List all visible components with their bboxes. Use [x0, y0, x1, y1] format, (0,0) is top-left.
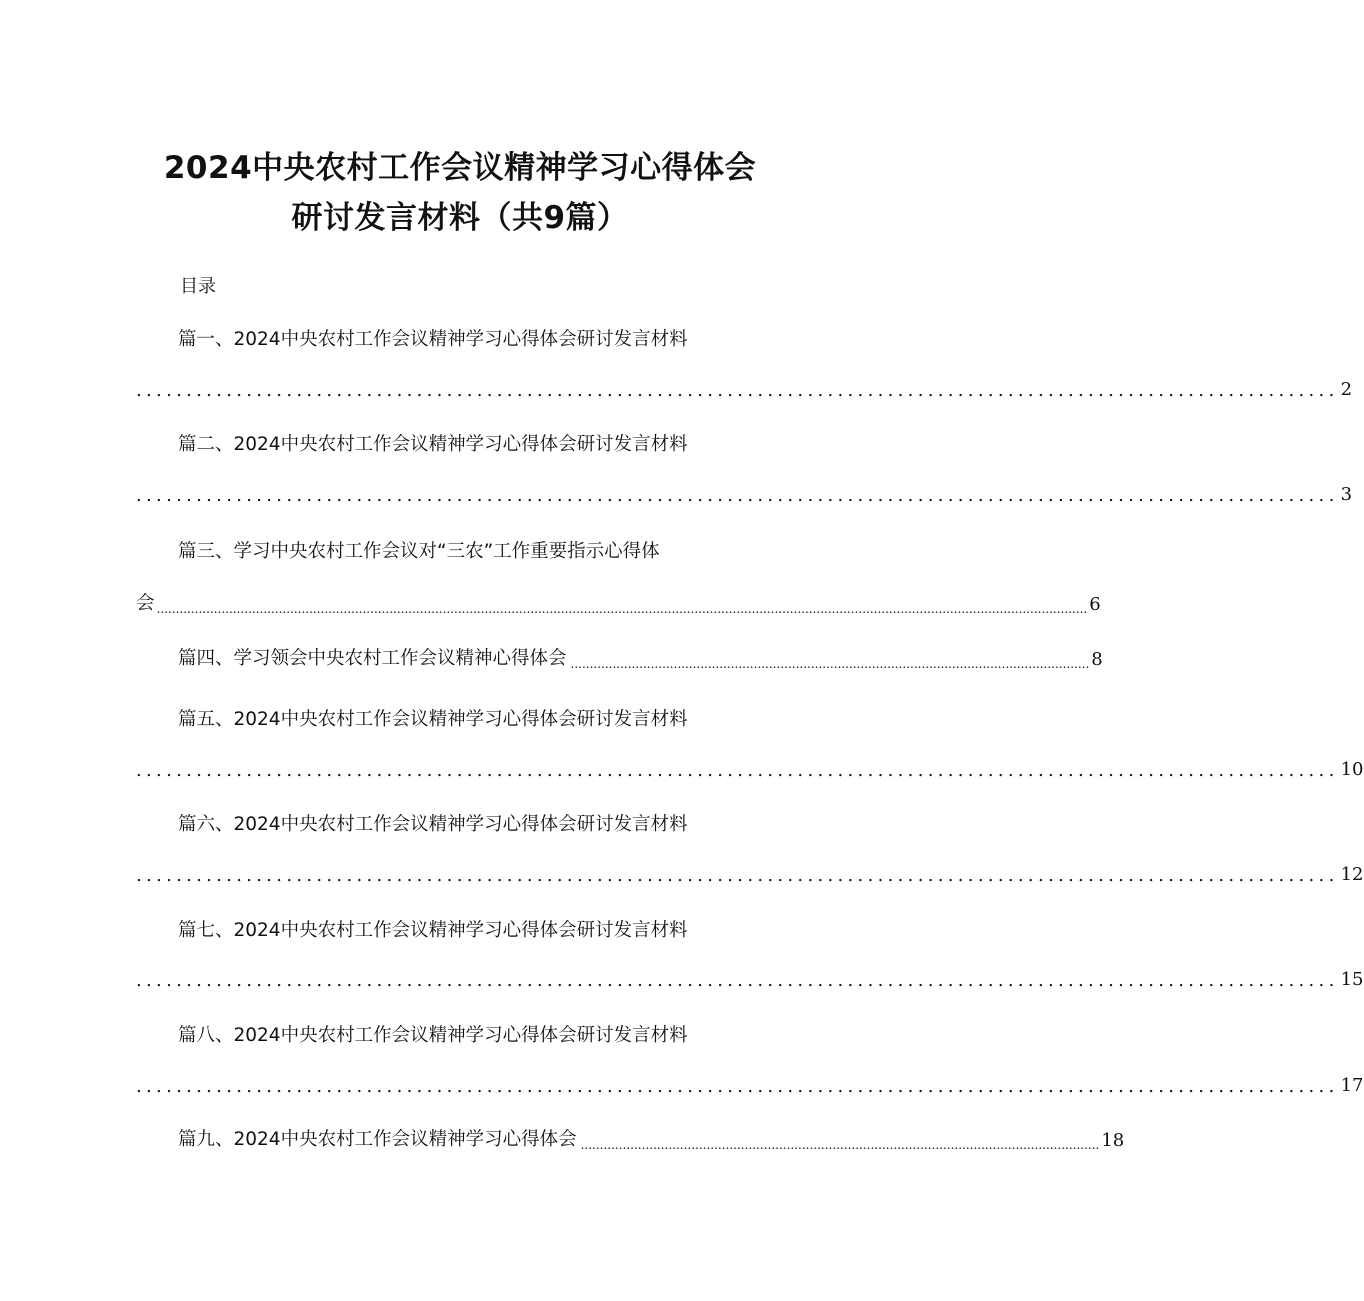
- toc-entry-7-title[interactable]: 篇七、2024中央农村工作会议精神学习心得体会研讨发言材料: [178, 920, 688, 941]
- dot-leader: ........................................................................................................................: [136, 970, 1339, 991]
- toc-entry-5-title[interactable]: 篇五、2024中央农村工作会议精神学习心得体会研讨发言材料: [178, 709, 688, 730]
- toc-entry-6-leader[interactable]: [136, 859, 1364, 886]
- toc-entry-7-leader[interactable]: [136, 964, 1364, 991]
- toc-entry-1-title[interactable]: 篇一、2024中央农村工作会议精神学习心得体会研讨发言材料: [178, 329, 688, 350]
- toc-entry-3-continuation: 会: [136, 593, 155, 614]
- toc-entry-6-title[interactable]: 篇六、2024中央农村工作会议精神学习心得体会研讨发言材料: [178, 814, 688, 835]
- toc-entry-4-page: 8: [1091, 649, 1103, 670]
- dot-leader: ........................................................................................................................: [136, 865, 1339, 886]
- toc-entry-8-leader[interactable]: [136, 1070, 1364, 1097]
- toc-entry-5-page: 10: [1340, 759, 1364, 780]
- toc-entry-5-leader[interactable]: [136, 754, 1364, 781]
- toc-entry-1-leader[interactable]: [136, 374, 1353, 401]
- dot-leader: ........................................................................................................................................: [570, 657, 1090, 671]
- toc-entry-2-page: 3: [1340, 484, 1353, 505]
- dot-leader: ........................................................................................................................: [136, 760, 1339, 781]
- dot-leader: ........................................................................................................................: [136, 485, 1339, 506]
- toc-entry-6-page: 12: [1340, 864, 1364, 885]
- toc-entry-3-title[interactable]: 篇三、学习中央农村工作会议对“三农”工作重要指示心得体: [178, 541, 660, 562]
- toc-entry-4[interactable]: [178, 644, 1103, 671]
- document-title-line2: 研讨发言材料（共9篇）: [291, 200, 629, 236]
- toc-entry-7-page: 15: [1340, 969, 1364, 990]
- toc-entry-2-leader[interactable]: [136, 479, 1353, 506]
- dot-leader: ........................................................................................................................................: [580, 1138, 1100, 1152]
- toc-entry-1-page: 2: [1340, 379, 1353, 400]
- toc-entry-3-leader[interactable]: [136, 589, 1101, 616]
- toc-entry-8-title[interactable]: 篇八、2024中央农村工作会议精神学习心得体会研讨发言材料: [178, 1025, 688, 1046]
- toc-label: 目录: [180, 276, 216, 297]
- toc-entry-9[interactable]: [178, 1125, 1125, 1152]
- toc-entry-9-title: 篇九、2024中央农村工作会议精神学习心得体会: [178, 1129, 577, 1150]
- toc-entry-9-page: 18: [1101, 1130, 1125, 1151]
- dot-leader: ........................................................................................................................: [136, 1076, 1339, 1097]
- dot-leader: ....................................................................................................................................................................................................................................................: [156, 602, 1088, 616]
- document-title-line1: 2024中央农村工作会议精神学习心得体会: [163, 150, 757, 186]
- toc-entry-8-page: 17: [1340, 1075, 1364, 1096]
- toc-entry-4-title: 篇四、学习领会中央农村工作会议精神心得体会: [178, 648, 567, 669]
- toc-entry-2-title[interactable]: 篇二、2024中央农村工作会议精神学习心得体会研讨发言材料: [178, 434, 688, 455]
- dot-leader: ........................................................................................................................: [136, 380, 1339, 401]
- toc-entry-3-page: 6: [1089, 594, 1101, 615]
